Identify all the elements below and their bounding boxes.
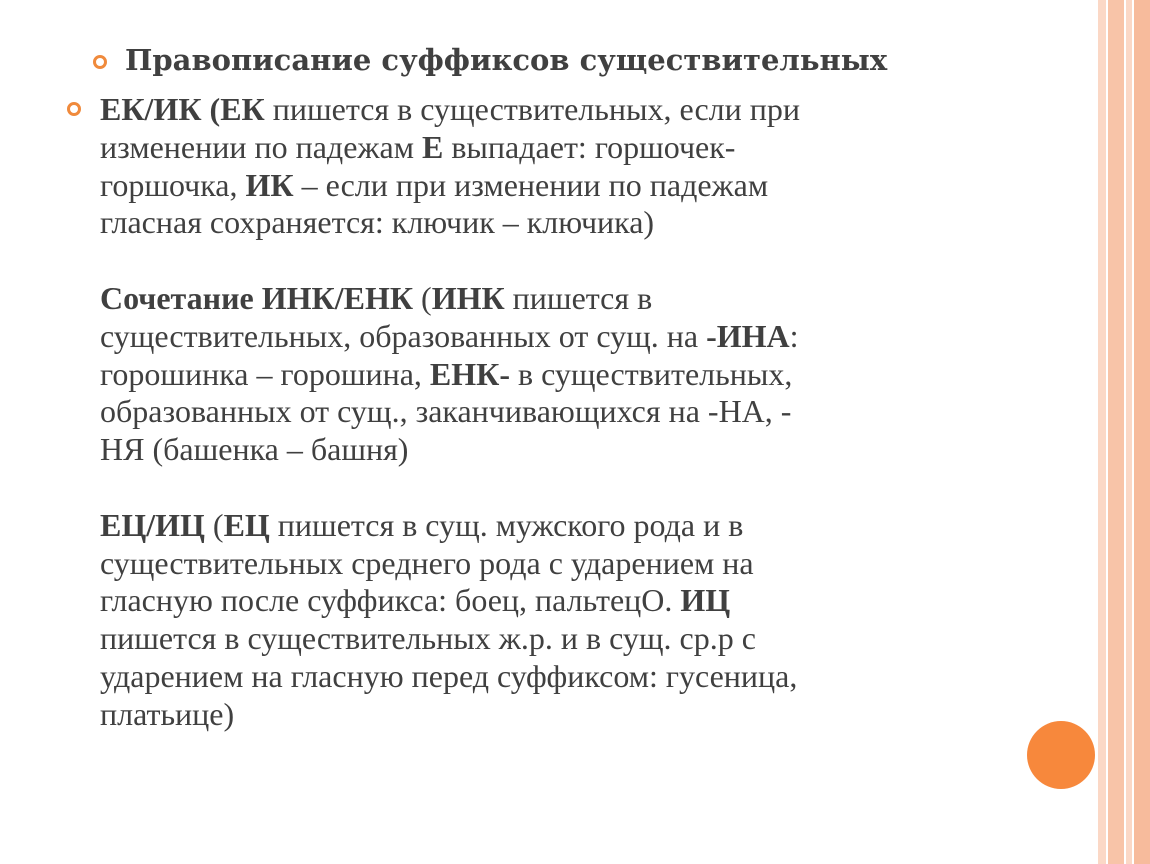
bold-term: ЕЦ/ИЦ [100, 506, 205, 543]
bold-term: ЕНК- [429, 355, 510, 392]
text-span: гласную после суффикса: боец, пальтецО. [100, 582, 681, 619]
text-span: ( [413, 279, 432, 316]
text-line: гласная сохраняется: ключик – ключика) [100, 204, 655, 241]
decorative-circle [1027, 721, 1095, 789]
spacer [100, 242, 1000, 280]
bold-term: Сочетание ИНК/ЕНК [100, 279, 414, 316]
text-span: – если при изменении по падежам [293, 166, 769, 203]
rule-block-ink-enk [100, 280, 1000, 469]
text-line: платьице) [100, 695, 235, 732]
text-line [100, 582, 1000, 620]
decorative-stripe [1108, 0, 1124, 864]
text-line: ударением на гласную перед суффиксом: гусеница, [100, 657, 798, 694]
text-line [100, 129, 1000, 167]
text-span: изменении по падежам [100, 128, 422, 165]
text-line [100, 356, 1000, 394]
text-span: горошинка – горошина, [100, 355, 430, 392]
text-line [100, 91, 1000, 129]
spacer [100, 469, 1000, 507]
text-span: в существительных, [510, 355, 793, 392]
decorative-stripe [1134, 0, 1150, 864]
slide-content [100, 91, 1000, 734]
decorative-stripe [1098, 0, 1106, 864]
text-span: выпадает: горшочек- [443, 128, 736, 165]
text-line: пишется в существительных ж.р. и в сущ. ср.р с [100, 620, 756, 657]
text-line [100, 318, 1000, 356]
text-span: ( [204, 506, 224, 543]
bold-term: ЕК/ИК (ЕК [100, 91, 265, 127]
bold-term: -ИНА [706, 317, 790, 354]
bullet-circle-icon [93, 55, 107, 69]
text-line: образованных от сущ., заканчивающихся на -НА, - [100, 393, 792, 430]
text-line [100, 167, 1000, 205]
bold-term: ИЦ [680, 582, 731, 619]
text-span: пишется в сущ. мужского рода и в [269, 506, 744, 543]
text-span: пишется в [504, 279, 653, 316]
bold-term: Е [421, 128, 444, 165]
rule-block-ek-ik [100, 91, 1000, 242]
bold-term: ИНК [431, 279, 505, 316]
decorative-stripe [1126, 0, 1132, 864]
bold-term: ЕЦ [223, 506, 270, 543]
text-span: горшочка, [100, 166, 246, 203]
bullet-circle-icon [67, 102, 81, 116]
slide-title: Правописание суффиксов существительных [125, 43, 888, 77]
text-line [100, 280, 1000, 318]
text-span: пишется в существительных, если при [264, 91, 800, 127]
text-span: существительных, образованных от сущ. на [100, 317, 707, 354]
rule-block-ec-ic [100, 507, 1000, 734]
text-line: существительных среднего рода с ударением на [100, 544, 754, 581]
text-line: НЯ (башенка – башня) [100, 431, 409, 468]
text-span: : [789, 317, 799, 354]
bold-term: ИК [245, 166, 294, 203]
text-line [100, 507, 1000, 545]
